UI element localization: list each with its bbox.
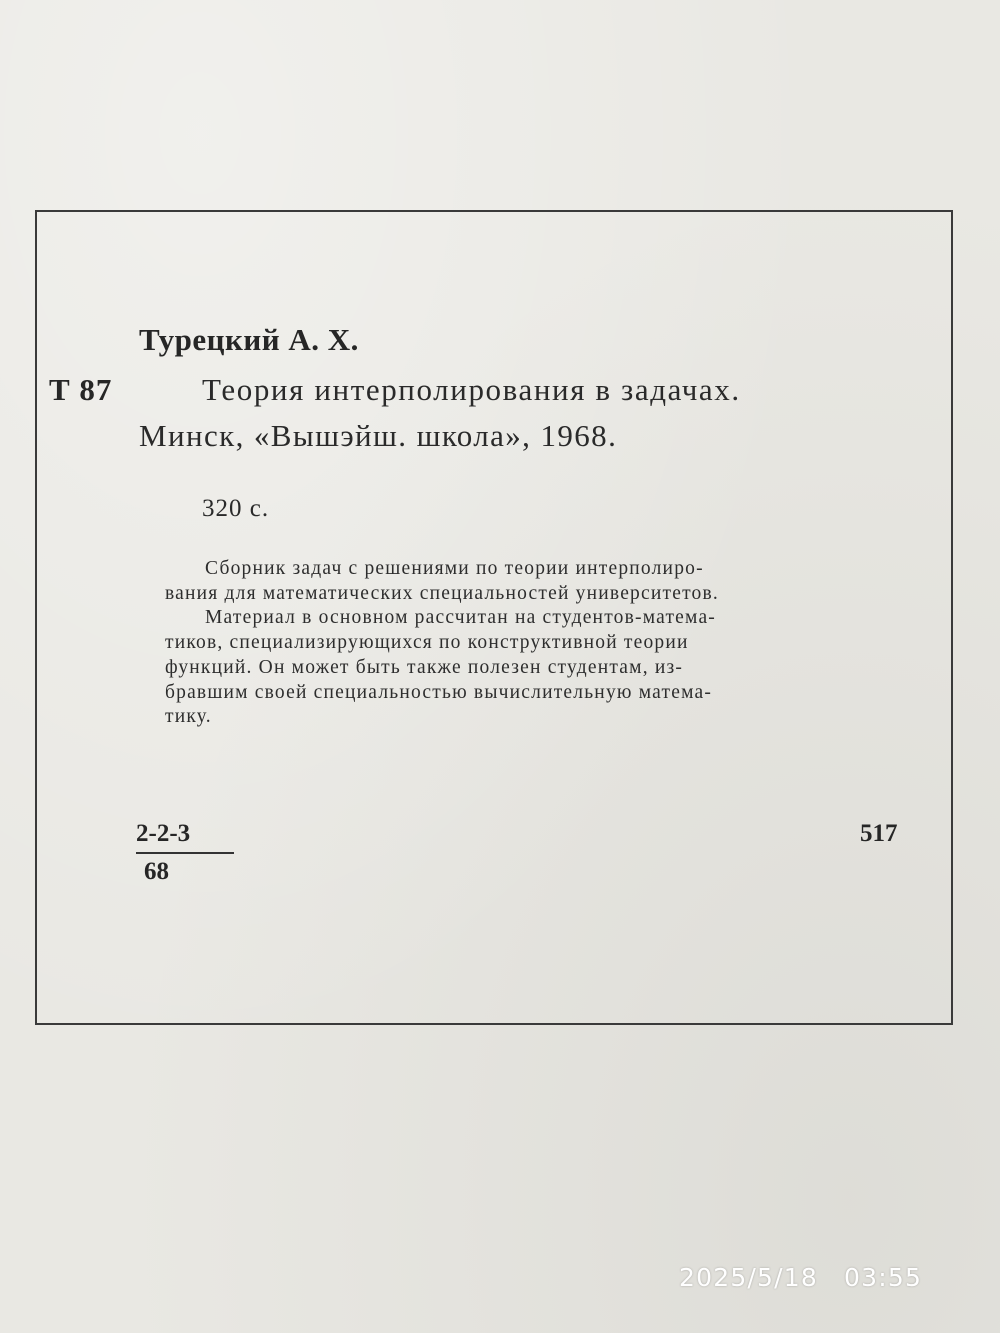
- fraction-numerator: 2-2-3: [136, 820, 234, 854]
- photo-timestamp: [679, 1263, 922, 1292]
- abstract: [165, 557, 910, 730]
- classification-fraction: [136, 820, 234, 886]
- abstract-line: бравшим своей специальностью вычислительную матема-: [165, 681, 713, 703]
- abstract-line: функций. Он может быть также полезен студентам, из-: [165, 656, 684, 678]
- price-code: 517: [860, 820, 898, 847]
- author-name: Турецкий А. Х.: [139, 322, 359, 357]
- fraction-denominator: 68: [144, 858, 169, 885]
- page-count: 320 с.: [202, 495, 270, 522]
- catalog-card: [35, 210, 953, 1025]
- timestamp-time: 03:55: [844, 1263, 923, 1292]
- catalog-code: Т 87: [49, 372, 113, 407]
- abstract-line: Сборник задач с решениями по теории интерполиро-: [205, 558, 704, 579]
- abstract-line: вания для математических специальностей университетов.: [165, 582, 719, 604]
- book-title: Теория интерполирования в задачах.: [202, 372, 741, 407]
- abstract-line: тиков, специализирующихся по конструктивной теории: [165, 632, 689, 654]
- publication-info: Минск, «Вышэйш. школа», 1968.: [139, 418, 618, 453]
- timestamp-date: 2025/5/18: [679, 1263, 818, 1292]
- abstract-line: Материал в основном рассчитан на студентов-матема-: [205, 607, 716, 629]
- abstract-line: тику.: [165, 706, 212, 728]
